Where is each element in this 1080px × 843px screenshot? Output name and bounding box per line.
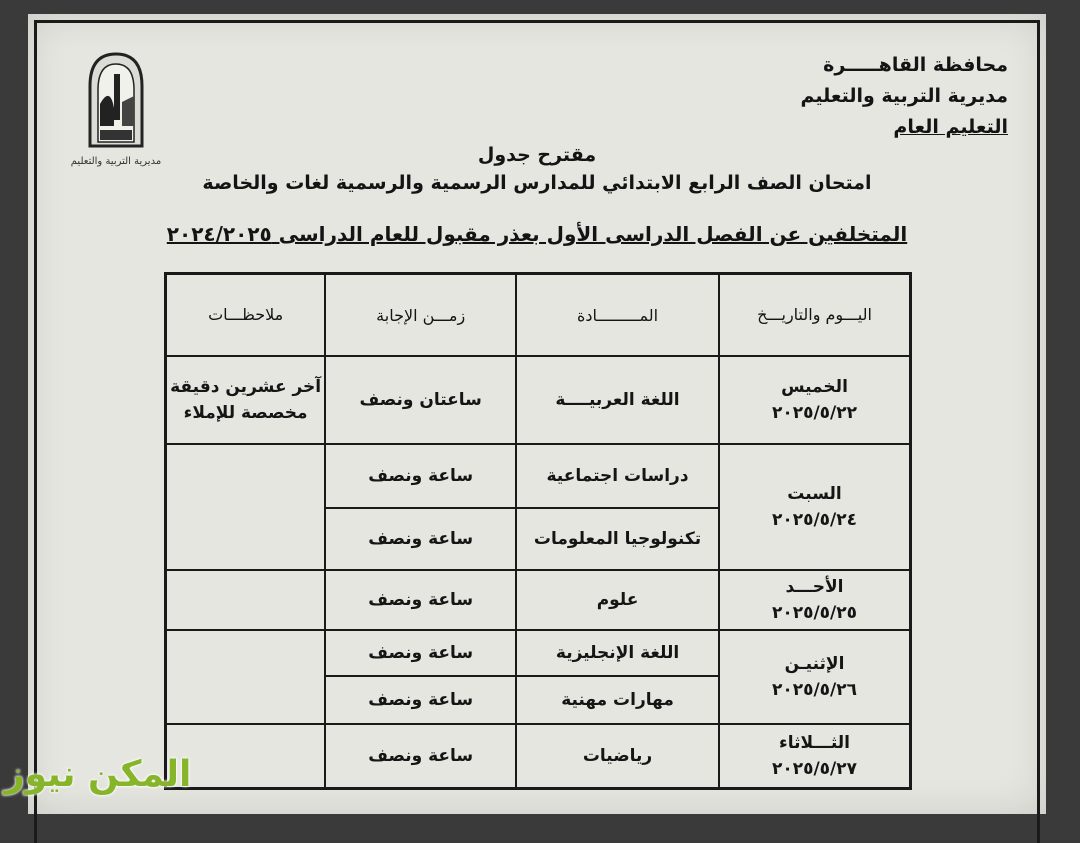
table-row <box>166 444 911 508</box>
header-day-date: اليـــوم والتاريـــخ <box>719 274 911 357</box>
term-subtitle: المتخلفين عن الفصل الدراسى الأول بعذر مقبول للعام الدراسى ٢٠٢٤/٢٠٢٥ <box>166 222 908 246</box>
subject-cell: تكنولوجيا المعلومات <box>516 508 719 570</box>
notes-cell <box>166 630 326 724</box>
date-label: ٢٠٢٥/٥/٢٢ <box>771 403 858 423</box>
directorate: مديرية التربية والتعليم <box>800 85 1008 107</box>
time-cell: ساعة ونصف <box>325 508 516 570</box>
table-row <box>166 724 911 788</box>
date-label: ٢٠٢٥/٥/٢٥ <box>771 603 858 623</box>
notes-cell: آخر عشرين دقيقة مخصصة للإملاء <box>166 356 326 444</box>
date-label: ٢٠٢٥/٥/٢٦ <box>771 680 858 700</box>
logo-caption: مديرية التربية والتعليم <box>70 156 162 167</box>
day-label: الخميس <box>781 377 848 397</box>
subject-cell: رياضيات <box>516 724 719 788</box>
issuing-authority <box>800 50 1008 143</box>
subject-cell: اللغة العربيــــة <box>516 356 719 444</box>
governorate: محافظة القاهـــــرة <box>823 54 1008 76</box>
time-cell: ساعتان ونصف <box>325 356 516 444</box>
table-row <box>166 630 911 676</box>
notes-cell <box>166 444 326 570</box>
day-label: السبت <box>787 484 842 504</box>
exam-description: امتحان الصف الرابع الابتدائي للمدارس الرسمية والرسمية لغات والخاصة <box>202 172 872 194</box>
table-header-row <box>166 274 911 357</box>
day-label: الثـــلاثاء <box>779 732 850 753</box>
header-answer-time: زمـــن الإجابة <box>325 274 516 357</box>
time-cell: ساعة ونصف <box>325 570 516 630</box>
notes-cell <box>166 570 326 630</box>
header-notes: ملاحظـــات <box>166 274 326 357</box>
header-subject: المـــــــــادة <box>516 274 719 357</box>
day-date-cell <box>719 570 911 630</box>
table-row <box>166 570 911 630</box>
day-label: الإثنيـن <box>784 654 845 674</box>
department: التعليم العام <box>893 116 1008 138</box>
day-label: الأحـــد <box>785 577 844 597</box>
document-title: مقترح جدول <box>477 144 597 166</box>
subject-cell: اللغة الإنجليزية <box>516 630 719 676</box>
time-cell: ساعة ونصف <box>325 676 516 724</box>
exam-schedule-table <box>164 272 912 790</box>
date-label: ٢٠٢٥/٥/٢٤ <box>771 510 858 530</box>
site-watermark: المكن نيوز <box>4 754 192 795</box>
time-cell: ساعة ونصف <box>325 444 516 508</box>
subject-cell: علوم <box>516 570 719 630</box>
day-date-cell <box>719 724 911 788</box>
subject-cell: دراسات اجتماعية <box>516 444 719 508</box>
subject-cell: مهارات مهنية <box>516 676 719 724</box>
date-label: ٢٠٢٥/٥/٢٧ <box>771 758 858 779</box>
day-date-cell <box>719 444 911 570</box>
directorate-logo-icon <box>70 46 162 150</box>
day-date-cell <box>719 630 911 724</box>
time-cell: ساعة ونصف <box>325 630 516 676</box>
time-cell: ساعة ونصف <box>325 724 516 788</box>
day-date-cell <box>719 356 911 444</box>
table-row <box>166 356 911 444</box>
document-page <box>28 14 1046 814</box>
